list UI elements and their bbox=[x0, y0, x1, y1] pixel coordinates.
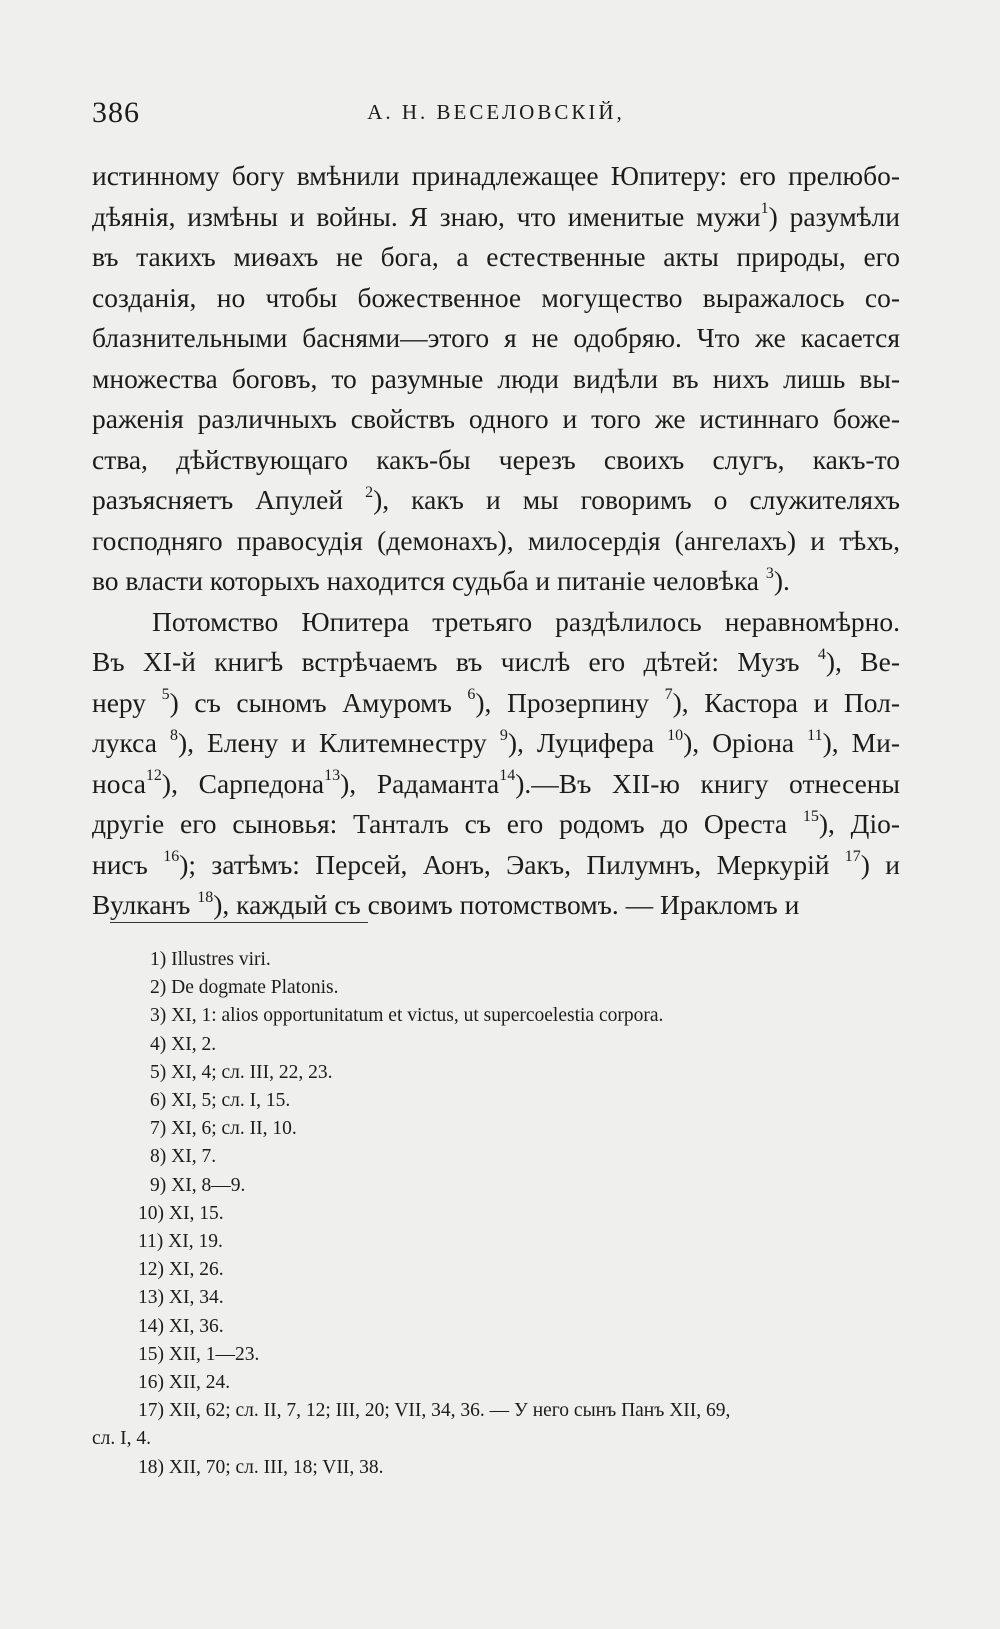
footnote: 9) XI, 8—9. bbox=[150, 1174, 246, 1196]
text-run: носа bbox=[92, 767, 146, 799]
text-line bbox=[92, 156, 900, 197]
text-run: въ такихъ миѳахъ не бога, а естественные акты природы, его bbox=[92, 241, 900, 272]
footnote-ref[interactable]: 16 bbox=[163, 848, 180, 866]
text-run: ) разумѣли bbox=[768, 200, 900, 232]
text-run: ства, дѣйствующаго какъ-бы черезъ своихъ слугъ, какъ-то bbox=[92, 443, 900, 475]
footnote-ref[interactable]: 9 bbox=[499, 726, 508, 744]
text-run: ), Прозерпину bbox=[475, 686, 665, 718]
footnote-ref[interactable]: 11 bbox=[807, 726, 823, 744]
footnote-divider bbox=[110, 922, 368, 923]
text-line bbox=[92, 602, 900, 643]
footnote-ref[interactable]: 4 bbox=[817, 645, 826, 663]
footnote-ref[interactable]: 12 bbox=[145, 767, 162, 785]
footnote: 2) De dogmate Platonis. bbox=[150, 977, 339, 999]
text-run: лукса bbox=[92, 727, 170, 758]
footnote: 17) XII, 62; сл. II, 7, 12; III, 20; VII, 34, 36. — У него сынъ Панъ XII, 69, bbox=[138, 1400, 731, 1422]
text-run: ), Сарпедона bbox=[161, 767, 325, 799]
text-line bbox=[92, 804, 900, 845]
text-run: Потомство Юпитера третьяго раздѣлилось неравномѣрно. bbox=[152, 605, 900, 637]
text-line bbox=[92, 480, 900, 521]
footnote-ref[interactable]: 7 bbox=[664, 686, 673, 704]
text-run: разъясняетъ Апулей bbox=[92, 484, 366, 515]
text-run: ), Радаманта bbox=[340, 767, 500, 799]
running-head: А. Н. ВЕСЕЛОВСКІЙ, bbox=[367, 100, 625, 124]
footnote-ref[interactable]: 17 bbox=[844, 848, 861, 866]
text-run: раженія различныхъ свойствъ одного и того же истиннаго боже- bbox=[92, 403, 900, 434]
text-run: господняго правосудія (демонахъ), милосердія (ангелахъ) и тѣхъ, bbox=[92, 524, 900, 556]
text-run: неру bbox=[92, 686, 162, 718]
text-line bbox=[92, 197, 900, 238]
text-line bbox=[92, 642, 900, 683]
page-header bbox=[92, 96, 900, 136]
text-line bbox=[92, 521, 900, 562]
text-run: ) и bbox=[860, 848, 901, 880]
footnote-ref[interactable]: 8 bbox=[169, 726, 178, 744]
text-run: Вулканъ bbox=[92, 889, 198, 920]
footnote: сл. I, 4. bbox=[92, 1428, 152, 1450]
text-line bbox=[92, 440, 900, 481]
footnote-ref[interactable]: 15 bbox=[802, 807, 819, 825]
text-line bbox=[92, 359, 900, 400]
footnotes bbox=[92, 946, 900, 1482]
footnote-ref[interactable]: 10 bbox=[667, 726, 684, 744]
text-line bbox=[92, 845, 900, 886]
text-run: ), Діо- bbox=[818, 808, 900, 839]
text-run: ) съ сыномъ Амуромъ bbox=[169, 686, 468, 718]
text-run: Въ XI-й книгѣ встрѣчаемъ въ числѣ его дѣтей: Музъ bbox=[92, 646, 818, 677]
text-run: ), каждый съ своимъ потомствомъ. — Иракломъ и bbox=[213, 889, 800, 920]
text-run: ), Луцифера bbox=[507, 727, 668, 758]
text-run: множества боговъ, то разумные люди видѣли въ нихъ лишь вы- bbox=[92, 362, 900, 394]
text-run: истинному богу вмѣнили принадлежащее Юпитеру: его прелюбо- bbox=[92, 160, 900, 191]
footnote: 6) XI, 5; сл. I, 15. bbox=[150, 1090, 291, 1112]
text-line bbox=[92, 561, 900, 602]
footnote-ref[interactable]: 18 bbox=[197, 888, 214, 906]
text-line bbox=[92, 278, 900, 319]
footnote: 7) XI, 6; сл. II, 10. bbox=[150, 1118, 297, 1140]
paragraph bbox=[92, 602, 900, 926]
footnote: 5) XI, 4; сл. III, 22, 23. bbox=[150, 1061, 333, 1083]
footnote: 12) XI, 26. bbox=[138, 1259, 224, 1281]
footnote: 11) XI, 19. bbox=[138, 1231, 223, 1253]
footnote: 3) XI, 1: alios opportunitatum et victus, ut supercoelestia corpora. bbox=[150, 1005, 664, 1027]
page-number: 386 bbox=[92, 96, 140, 129]
text-run: нисъ bbox=[92, 848, 164, 880]
text-line bbox=[92, 237, 900, 278]
footnote: 8) XI, 7. bbox=[150, 1146, 217, 1168]
text-line bbox=[92, 318, 900, 359]
text-run: созданія, но чтобы божественное могущество выражалось со- bbox=[92, 281, 900, 313]
footnote-ref[interactable]: 5 bbox=[161, 686, 170, 704]
footnote-ref[interactable]: 6 bbox=[467, 686, 476, 704]
text-line bbox=[92, 683, 900, 724]
text-run: во власти которыхъ находится судьба и питаніе человѣка bbox=[92, 565, 766, 596]
text-run: ).—Въ XII-ю книгу отнесены bbox=[515, 767, 901, 799]
text-run: ), Кастора и Пол- bbox=[672, 686, 900, 718]
footnote: 15) XII, 1—23. bbox=[138, 1343, 260, 1365]
text-run: ); затѣмъ: Персей, Аонъ, Эакъ, Пилумнъ, Меркурій bbox=[179, 848, 845, 880]
text-line bbox=[92, 764, 900, 805]
footnote-ref[interactable]: 14 bbox=[499, 767, 516, 785]
footnote-ref[interactable]: 3 bbox=[765, 564, 774, 582]
footnote-ref[interactable]: 13 bbox=[324, 767, 341, 785]
footnote: 10) XI, 15. bbox=[138, 1202, 224, 1224]
main-text bbox=[92, 156, 900, 926]
text-run: ). bbox=[773, 565, 790, 596]
footnote-ref[interactable]: 2 bbox=[365, 483, 374, 501]
text-run: ), какъ и мы говоримъ о служителяхъ bbox=[373, 484, 900, 515]
footnote-ref[interactable]: 1 bbox=[760, 200, 769, 218]
footnote: 4) XI, 2. bbox=[150, 1033, 217, 1055]
text-run: ), Елену и Клитемнестру bbox=[177, 727, 500, 758]
text-line bbox=[92, 723, 900, 764]
text-run: ), Оріона bbox=[683, 727, 808, 758]
text-line bbox=[92, 885, 900, 926]
footnote: 13) XI, 34. bbox=[138, 1287, 224, 1309]
footnote: 14) XI, 36. bbox=[138, 1315, 224, 1337]
text-run: дѣянія, измѣны и войны. Я знаю, что именитые мужи bbox=[92, 200, 761, 232]
text-line bbox=[92, 399, 900, 440]
footnote: 18) XII, 70; сл. III, 18; VII, 38. bbox=[138, 1456, 384, 1478]
text-run: ), Ми- bbox=[822, 727, 900, 758]
paragraph bbox=[92, 156, 900, 602]
footnote: 16) XII, 24. bbox=[138, 1372, 231, 1394]
text-run: другіе его сыновья: Танталъ съ его родомъ до Ореста bbox=[92, 808, 803, 839]
text-run: ), Ве- bbox=[825, 646, 900, 677]
footnote: 1) Illustres viri. bbox=[150, 949, 271, 970]
text-run: блазнительными баснями—этого я не одобряю. Что же касается bbox=[92, 322, 900, 353]
